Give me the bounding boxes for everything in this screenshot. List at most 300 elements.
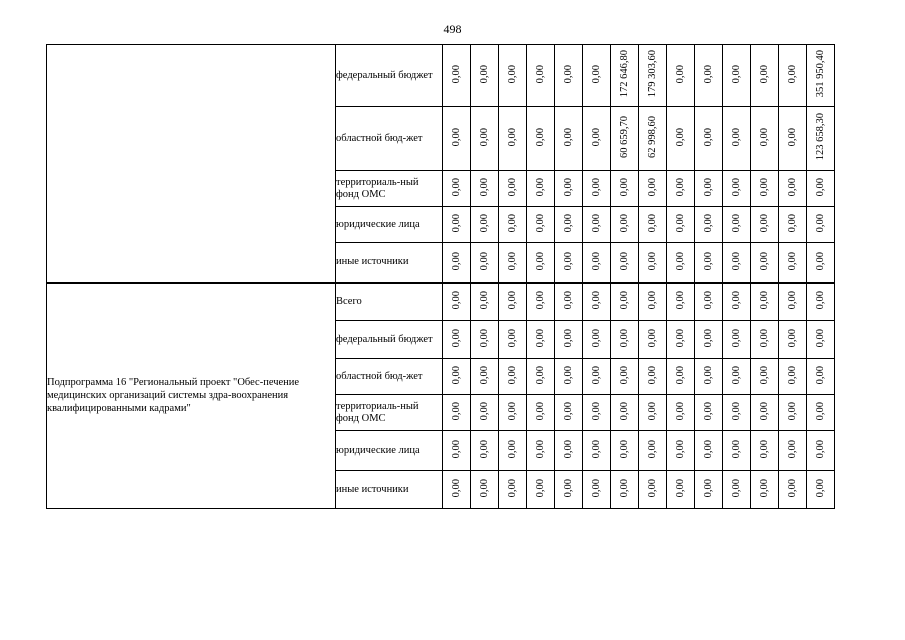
value-text: 0,00 [450, 439, 462, 459]
value-text: 0,00 [562, 213, 574, 233]
value-cell [779, 45, 807, 107]
value-cell [695, 431, 723, 471]
value-cell [471, 431, 499, 471]
value-cell [527, 171, 555, 207]
value-cell [499, 107, 527, 171]
value-text: 0,00 [534, 291, 546, 310]
value-text: 0,00 [590, 365, 602, 385]
value-cell [751, 45, 779, 107]
value-cell [807, 107, 835, 171]
value-cell [667, 207, 695, 243]
value-cell [751, 321, 779, 359]
value-text: 0,00 [786, 213, 798, 233]
funding-source-cell: иные источники [336, 243, 443, 283]
value-cell [723, 431, 751, 471]
value-text: 123 658,30 [814, 113, 826, 161]
value-text: 0,00 [590, 328, 602, 348]
value-cell [527, 321, 555, 359]
value-cell [583, 431, 611, 471]
value-cell [807, 321, 835, 359]
table-row [47, 283, 835, 321]
value-text: 0,00 [478, 127, 490, 147]
value-cell [723, 283, 751, 321]
value-cell [555, 471, 583, 509]
value-text: 0,00 [450, 478, 462, 498]
value-cell [555, 207, 583, 243]
value-cell [443, 283, 471, 321]
value-text: 0,00 [618, 328, 630, 348]
value-text: 0,00 [702, 365, 714, 385]
value-cell [779, 321, 807, 359]
value-cell [807, 359, 835, 395]
value-text: 0,00 [506, 478, 518, 498]
value-cell [527, 207, 555, 243]
value-cell [723, 107, 751, 171]
value-text: 0,00 [478, 365, 490, 385]
value-cell [611, 321, 639, 359]
value-cell [443, 243, 471, 283]
value-text: 0,00 [478, 251, 490, 270]
value-cell [583, 107, 611, 171]
value-text: 0,00 [702, 401, 714, 421]
value-text: 62 998,60 [646, 116, 658, 158]
value-cell [639, 471, 667, 509]
value-cell [723, 171, 751, 207]
value-cell [499, 321, 527, 359]
value-text: 0,00 [646, 291, 658, 310]
value-text: 0,00 [758, 478, 770, 498]
value-text: 0,00 [702, 127, 714, 147]
value-text: 0,00 [702, 251, 714, 270]
value-cell [639, 395, 667, 431]
value-cell [583, 207, 611, 243]
value-cell [723, 45, 751, 107]
value-text: 0,00 [478, 439, 490, 459]
value-text: 0,00 [590, 291, 602, 310]
value-text: 0,00 [730, 401, 742, 421]
value-text: 0,00 [786, 64, 798, 84]
value-text: 0,00 [534, 251, 546, 270]
value-text: 0,00 [506, 251, 518, 270]
value-text: 0,00 [562, 365, 574, 385]
value-cell [779, 283, 807, 321]
value-text: 0,00 [646, 439, 658, 459]
value-text: 0,00 [758, 251, 770, 270]
value-cell [471, 283, 499, 321]
value-cell [611, 207, 639, 243]
value-cell [779, 431, 807, 471]
value-cell [443, 395, 471, 431]
value-text: 0,00 [590, 177, 602, 197]
value-text: 0,00 [450, 213, 462, 233]
value-text: 0,00 [478, 213, 490, 233]
value-text: 0,00 [758, 64, 770, 84]
value-text: 0,00 [534, 365, 546, 385]
value-text: 0,00 [618, 439, 630, 459]
value-cell [751, 171, 779, 207]
value-cell [779, 359, 807, 395]
value-text: 0,00 [478, 291, 490, 310]
value-text: 0,00 [590, 213, 602, 233]
funding-source-cell: областной бюд-жет [336, 359, 443, 395]
funding-source-cell: юридические лица [336, 207, 443, 243]
value-cell [499, 395, 527, 431]
funding-source-cell: федеральный бюджет [336, 45, 443, 107]
value-cell [555, 45, 583, 107]
value-text: 0,00 [786, 251, 798, 270]
value-cell [443, 431, 471, 471]
value-cell [807, 171, 835, 207]
value-cell [583, 171, 611, 207]
funding-source-cell: Всего [336, 283, 443, 321]
value-text: 351 950,40 [814, 50, 826, 98]
value-text: 0,00 [478, 401, 490, 421]
value-cell [667, 471, 695, 509]
value-cell [611, 395, 639, 431]
value-cell [555, 321, 583, 359]
value-cell [555, 359, 583, 395]
value-cell [695, 395, 723, 431]
value-text: 0,00 [702, 328, 714, 348]
value-text: 0,00 [730, 177, 742, 197]
value-cell [807, 431, 835, 471]
value-cell [779, 471, 807, 509]
value-text: 0,00 [478, 328, 490, 348]
value-cell [583, 321, 611, 359]
value-text: 0,00 [814, 439, 826, 459]
value-text: 179 303,60 [646, 50, 658, 98]
value-text: 0,00 [534, 213, 546, 233]
value-text: 0,00 [562, 177, 574, 197]
value-cell [639, 207, 667, 243]
value-cell [779, 395, 807, 431]
value-text: 0,00 [590, 401, 602, 421]
value-text: 0,00 [786, 401, 798, 421]
value-text: 0,00 [478, 177, 490, 197]
value-text: 0,00 [814, 365, 826, 385]
value-cell [751, 359, 779, 395]
value-cell [499, 171, 527, 207]
value-cell [667, 45, 695, 107]
value-cell [527, 243, 555, 283]
value-cell [471, 359, 499, 395]
value-text: 0,00 [590, 64, 602, 84]
table-body [47, 45, 835, 509]
value-text: 0,00 [730, 328, 742, 348]
value-cell [611, 171, 639, 207]
value-cell [499, 431, 527, 471]
value-text: 0,00 [814, 478, 826, 498]
value-cell [695, 45, 723, 107]
value-text: 0,00 [478, 64, 490, 84]
value-text: 0,00 [786, 439, 798, 459]
page-number: 498 [443, 22, 462, 36]
value-cell [499, 243, 527, 283]
funding-source-cell: иные источники [336, 471, 443, 509]
value-cell [499, 207, 527, 243]
value-text: 0,00 [674, 365, 686, 385]
value-text: 0,00 [674, 478, 686, 498]
value-cell [471, 243, 499, 283]
value-text: 60 659,70 [618, 116, 630, 158]
value-text: 0,00 [786, 328, 798, 348]
value-cell [667, 431, 695, 471]
value-text: 0,00 [590, 439, 602, 459]
value-text: 0,00 [590, 478, 602, 498]
value-cell [583, 471, 611, 509]
table-row [47, 45, 835, 107]
value-cell [667, 107, 695, 171]
value-cell [499, 283, 527, 321]
value-cell [527, 395, 555, 431]
value-text: 0,00 [786, 365, 798, 385]
value-text: 0,00 [786, 177, 798, 197]
value-cell [443, 45, 471, 107]
value-text: 0,00 [674, 439, 686, 459]
value-text: 0,00 [506, 213, 518, 233]
value-cell [471, 207, 499, 243]
value-text: 0,00 [674, 291, 686, 310]
value-cell [443, 171, 471, 207]
value-cell [667, 395, 695, 431]
value-cell [471, 321, 499, 359]
value-text: 0,00 [702, 177, 714, 197]
value-cell [695, 171, 723, 207]
value-cell [807, 207, 835, 243]
value-text: 0,00 [590, 127, 602, 147]
value-text: 0,00 [450, 127, 462, 147]
value-text: 0,00 [534, 177, 546, 197]
value-cell [611, 243, 639, 283]
value-cell [471, 171, 499, 207]
value-text: 0,00 [702, 291, 714, 310]
value-text: 0,00 [506, 291, 518, 310]
value-text: 0,00 [646, 251, 658, 270]
value-cell [723, 321, 751, 359]
value-cell [471, 471, 499, 509]
value-cell [527, 471, 555, 509]
value-cell [751, 431, 779, 471]
value-text: 0,00 [562, 291, 574, 310]
value-text: 0,00 [758, 291, 770, 310]
value-text: 0,00 [618, 401, 630, 421]
value-text: 0,00 [814, 328, 826, 348]
value-text: 0,00 [786, 291, 798, 310]
value-text: 0,00 [674, 213, 686, 233]
value-cell [583, 283, 611, 321]
value-cell [639, 171, 667, 207]
value-text: 0,00 [534, 401, 546, 421]
value-text: 0,00 [506, 127, 518, 147]
value-text: 0,00 [758, 127, 770, 147]
value-cell [695, 321, 723, 359]
value-text: 0,00 [506, 365, 518, 385]
value-cell [611, 107, 639, 171]
value-text: 0,00 [758, 365, 770, 385]
value-text: 0,00 [646, 478, 658, 498]
value-cell [583, 395, 611, 431]
value-cell [667, 359, 695, 395]
value-cell [667, 171, 695, 207]
funding-source-cell: территориаль-ный фонд ОМС [336, 395, 443, 431]
value-text: 0,00 [758, 401, 770, 421]
value-text: 0,00 [450, 64, 462, 84]
value-cell [807, 471, 835, 509]
value-text: 0,00 [562, 401, 574, 421]
value-cell [779, 171, 807, 207]
value-cell [779, 243, 807, 283]
value-cell [583, 359, 611, 395]
value-cell [611, 359, 639, 395]
value-text: 0,00 [562, 439, 574, 459]
value-text: 0,00 [758, 328, 770, 348]
value-cell [751, 395, 779, 431]
value-cell [499, 45, 527, 107]
value-text: 0,00 [730, 251, 742, 270]
value-text: 0,00 [674, 64, 686, 84]
value-text: 0,00 [758, 439, 770, 459]
value-cell [723, 359, 751, 395]
value-text: 0,00 [814, 291, 826, 310]
value-text: 0,00 [702, 439, 714, 459]
value-cell [751, 471, 779, 509]
value-cell [639, 359, 667, 395]
value-text: 0,00 [702, 64, 714, 84]
value-text: 0,00 [478, 478, 490, 498]
value-cell [639, 107, 667, 171]
value-cell [527, 45, 555, 107]
value-cell [723, 395, 751, 431]
value-cell [555, 107, 583, 171]
value-text: 0,00 [506, 401, 518, 421]
value-cell [751, 283, 779, 321]
value-text: 0,00 [814, 251, 826, 270]
funding-source-cell: федеральный бюджет [336, 321, 443, 359]
value-cell [611, 45, 639, 107]
value-cell [807, 243, 835, 283]
value-cell [639, 431, 667, 471]
value-cell [527, 359, 555, 395]
value-text: 0,00 [562, 127, 574, 147]
value-text: 0,00 [730, 213, 742, 233]
value-text: 0,00 [450, 365, 462, 385]
value-cell [443, 321, 471, 359]
value-cell [723, 471, 751, 509]
value-text: 0,00 [450, 328, 462, 348]
value-text: 0,00 [590, 251, 602, 270]
value-cell [611, 283, 639, 321]
value-text: 0,00 [646, 177, 658, 197]
value-cell [807, 395, 835, 431]
value-text: 0,00 [562, 478, 574, 498]
value-text: 0,00 [730, 365, 742, 385]
value-cell [695, 359, 723, 395]
value-cell [527, 283, 555, 321]
value-cell [471, 45, 499, 107]
value-text: 0,00 [506, 328, 518, 348]
value-cell [807, 45, 835, 107]
value-text: 0,00 [646, 401, 658, 421]
value-cell [639, 283, 667, 321]
value-cell [443, 471, 471, 509]
program-cell [47, 45, 336, 283]
value-text: 0,00 [646, 213, 658, 233]
value-cell [695, 243, 723, 283]
funding-source-cell: территориаль-ный фонд ОМС [336, 171, 443, 207]
value-text: 0,00 [730, 439, 742, 459]
value-text: 0,00 [730, 291, 742, 310]
value-text: 0,00 [646, 365, 658, 385]
value-cell [751, 243, 779, 283]
value-cell [667, 321, 695, 359]
funding-source-cell: юридические лица [336, 431, 443, 471]
value-text: 0,00 [758, 177, 770, 197]
value-text: 0,00 [506, 64, 518, 84]
value-cell [471, 395, 499, 431]
value-text: 0,00 [534, 328, 546, 348]
value-cell [723, 243, 751, 283]
value-text: 0,00 [450, 401, 462, 421]
value-text: 0,00 [618, 177, 630, 197]
value-text: 0,00 [814, 213, 826, 233]
value-text: 0,00 [674, 177, 686, 197]
value-cell [723, 207, 751, 243]
program-cell: Подпрограмма 16 "Региональный проект "Обес-печение медицинских организаций системы здра-воохранения квалифицированными кадрами" [47, 283, 336, 509]
value-text: 0,00 [758, 213, 770, 233]
value-cell [667, 243, 695, 283]
value-text: 0,00 [562, 328, 574, 348]
value-text: 0,00 [674, 127, 686, 147]
value-cell [443, 107, 471, 171]
value-text: 0,00 [814, 401, 826, 421]
value-text: 0,00 [506, 177, 518, 197]
value-cell [443, 207, 471, 243]
value-text: 0,00 [562, 251, 574, 270]
value-cell [555, 283, 583, 321]
value-text: 0,00 [674, 328, 686, 348]
value-cell [667, 283, 695, 321]
value-text: 0,00 [730, 64, 742, 84]
value-text: 0,00 [506, 439, 518, 459]
value-text: 0,00 [786, 478, 798, 498]
value-cell [555, 431, 583, 471]
value-text: 0,00 [618, 365, 630, 385]
value-cell [555, 243, 583, 283]
value-text: 0,00 [646, 328, 658, 348]
value-text: 0,00 [618, 213, 630, 233]
value-cell [583, 45, 611, 107]
value-text: 0,00 [730, 478, 742, 498]
value-cell [779, 107, 807, 171]
value-cell [611, 431, 639, 471]
value-cell [751, 207, 779, 243]
value-text: 0,00 [534, 478, 546, 498]
value-text: 0,00 [814, 177, 826, 197]
value-text: 0,00 [450, 291, 462, 310]
value-cell [695, 207, 723, 243]
value-text: 172 646,80 [618, 50, 630, 98]
value-text: 0,00 [534, 64, 546, 84]
value-cell [471, 107, 499, 171]
value-cell [499, 471, 527, 509]
value-cell [611, 471, 639, 509]
value-text: 0,00 [730, 127, 742, 147]
value-text: 0,00 [618, 291, 630, 310]
value-cell [443, 359, 471, 395]
value-text: 0,00 [786, 127, 798, 147]
value-text: 0,00 [702, 478, 714, 498]
value-text: 0,00 [534, 127, 546, 147]
